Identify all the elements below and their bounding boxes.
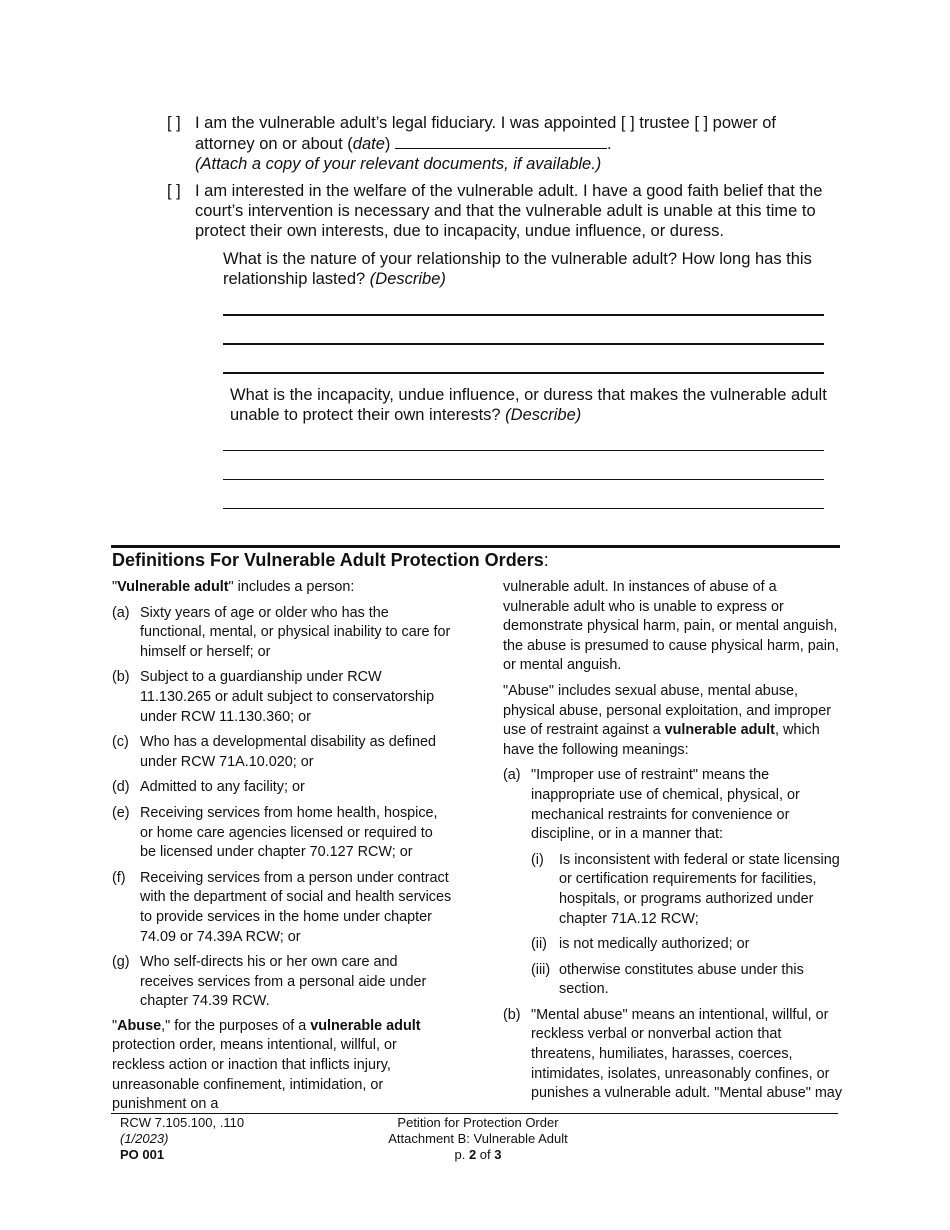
definitions-title: Definitions For Vulnerable Adult Protection Orders: bbox=[112, 550, 549, 570]
footer-left bbox=[120, 1115, 244, 1163]
item-label: (b) bbox=[503, 1006, 521, 1023]
restraint-subitem bbox=[531, 961, 843, 1000]
item-label: (d) bbox=[112, 779, 130, 796]
option-fiduciary bbox=[167, 113, 837, 173]
page-number: p. 2 of 3 bbox=[454, 1147, 502, 1162]
definitions-left-column bbox=[112, 578, 452, 1115]
answer-line[interactable] bbox=[223, 372, 824, 374]
footer-rcw: RCW 7.105.100, .110 bbox=[120, 1115, 245, 1130]
date-field[interactable] bbox=[395, 133, 607, 149]
item-text: Who has a developmental disability as defined under RCW 71A.10.020; or bbox=[140, 734, 436, 770]
question-relationship bbox=[223, 249, 838, 289]
poa-label: power of bbox=[712, 114, 776, 132]
interested-checkbox[interactable]: [ ] bbox=[167, 182, 181, 200]
item-text: Sixty years of age or older who has the functional, mental, or physical inability to care for himself or herself; or bbox=[140, 604, 451, 660]
q2-hint: (Describe) bbox=[505, 406, 582, 424]
close-paren: ) bbox=[384, 135, 391, 153]
answer-line[interactable] bbox=[223, 450, 824, 451]
item-text: Admitted to any facility; or bbox=[140, 779, 305, 796]
item-text: Who self-directs his or her own care and receives services from a personal aide under chapter 74.39 RCW. bbox=[140, 954, 427, 1010]
mental-abuse-item bbox=[503, 1006, 843, 1104]
va-definition: "Vulnerable adult" includes a person: bbox=[112, 579, 355, 595]
restraint-item bbox=[503, 766, 843, 1000]
subitem-text: Is inconsistent with federal or state licensing or certification requirements for facilities, hospitals, or programs authorized under chapter 71A.12 RCW; bbox=[559, 851, 840, 927]
subitem-label: (i) bbox=[531, 851, 544, 868]
item-label: (b) bbox=[112, 669, 130, 686]
item-text: Receiving services from home health, hospice, or home care agencies licensed or required to be licensed under chapter 70.127 RCW; or bbox=[140, 804, 438, 861]
va-item bbox=[112, 733, 452, 772]
section-divider bbox=[111, 545, 840, 548]
restraint-subitem bbox=[531, 851, 843, 929]
item-label: (f) bbox=[112, 869, 126, 886]
footer-revision: (1/2023) bbox=[120, 1131, 169, 1146]
footer-divider bbox=[111, 1113, 838, 1114]
va-item bbox=[112, 953, 452, 1012]
question-incapacity bbox=[230, 385, 830, 425]
trustee-label: trustee bbox=[639, 114, 690, 132]
subitem-label: (ii) bbox=[531, 936, 547, 953]
item-label: (c) bbox=[112, 734, 129, 751]
footer-center bbox=[328, 1115, 628, 1163]
abuse-includes: "Abuse" includes sexual abuse, mental abuse, physical abuse, personal exploitation, and improper use of restraint against a vulnerable adult, which have the following meanings: bbox=[503, 682, 831, 758]
answer-line[interactable] bbox=[223, 343, 824, 345]
item-label: (a) bbox=[112, 604, 130, 621]
attorney-text: attorney on or about ( bbox=[195, 135, 353, 153]
va-item bbox=[112, 804, 452, 863]
abuse-term: Abuse bbox=[117, 1017, 162, 1034]
fiduciary-text: I am the vulnerable adult’s legal fiduciary. I was appointed bbox=[195, 114, 617, 132]
attach-note: (Attach a copy of your relevant documents, if available.) bbox=[195, 155, 602, 173]
q2-text: What is the incapacity, undue influence, or duress that makes the vulnerable adult unable to protect their own interests? bbox=[230, 386, 827, 424]
footer-title1: Petition for Protection Order bbox=[397, 1115, 559, 1130]
item-text: Receiving services from a person under contract with the department of social and health services to provide services in the home under chapter 74.09 or 74.39A RCW; or bbox=[140, 869, 452, 945]
va-items bbox=[112, 604, 452, 1012]
q1-text: What is the nature of your relationship to the vulnerable adult? How long has this relationship lasted? bbox=[223, 250, 812, 288]
period: . bbox=[606, 135, 612, 153]
va-item bbox=[112, 604, 452, 663]
footer-title2: Attachment B: Vulnerable Adult bbox=[388, 1131, 568, 1146]
subitem-text: otherwise constitutes abuse under this section. bbox=[559, 961, 804, 998]
mental-abuse-text: "Mental abuse" means an intentional, willful, or reckless verbal or nonverbal action that threatens, humiliates, harasses, coerces, intimidates, isolates, unreasonably confines, or punishes a vulnerable adult. "Mental abuse" may bbox=[531, 1006, 843, 1102]
answer-line[interactable] bbox=[223, 508, 824, 509]
va-term: Vulnerable adult bbox=[117, 579, 229, 595]
abuse-definition: "Abuse," for the purposes of a vulnerable adult protection order, means intentional, willful, or reckless action or inaction that inflicts injury, unreasonable confinement, intimidation, or punishment on a bbox=[112, 1017, 421, 1113]
item-label: (g) bbox=[112, 954, 130, 971]
trustee-checkbox[interactable]: [ ] bbox=[620, 114, 635, 132]
q1-hint: (Describe) bbox=[369, 270, 446, 288]
definitions-right-column bbox=[503, 578, 843, 1104]
poa-checkbox[interactable]: [ ] bbox=[694, 114, 709, 132]
va-item bbox=[112, 778, 452, 798]
footer-form-id: PO 001 bbox=[120, 1147, 165, 1162]
answer-line[interactable] bbox=[223, 479, 824, 480]
subitem-text: is not medically authorized; or bbox=[559, 936, 750, 953]
item-label: (e) bbox=[112, 804, 130, 821]
item-text: Subject to a guardianship under RCW 11.130.265 or adult subject to conservatorship under RCW 11.130.360; or bbox=[140, 669, 435, 725]
va-item bbox=[112, 668, 452, 727]
restraint-text: "Improper use of restraint" means the inappropriate use of chemical, physical, or mechanical restraints for convenience or discipline, or in a manner that: bbox=[531, 767, 800, 843]
fiduciary-checkbox[interactable]: [ ] bbox=[167, 114, 181, 132]
date-label: date bbox=[352, 135, 385, 153]
restraint-subitem bbox=[531, 935, 843, 955]
option-interested bbox=[167, 181, 837, 243]
right-continuation: vulnerable adult. In instances of abuse of a vulnerable adult who is unable to express or demonstrate physical harm, pain, or mental anguish, the abuse is presumed to cause physical harm, pain, or mental anguish. bbox=[503, 579, 839, 674]
answer-line[interactable] bbox=[223, 314, 824, 316]
interested-text: I am interested in the welfare of the vulnerable adult. I have a good faith belief that the court’s intervention is necessary and that the vulnerable adult is unable at this time to protect their own interests, due to incapacity, undue influence, or duress. bbox=[195, 182, 823, 240]
item-label: (a) bbox=[503, 767, 521, 784]
va-item bbox=[112, 869, 452, 947]
restraint-subitems bbox=[531, 851, 843, 1000]
subitem-label: (iii) bbox=[531, 961, 551, 978]
